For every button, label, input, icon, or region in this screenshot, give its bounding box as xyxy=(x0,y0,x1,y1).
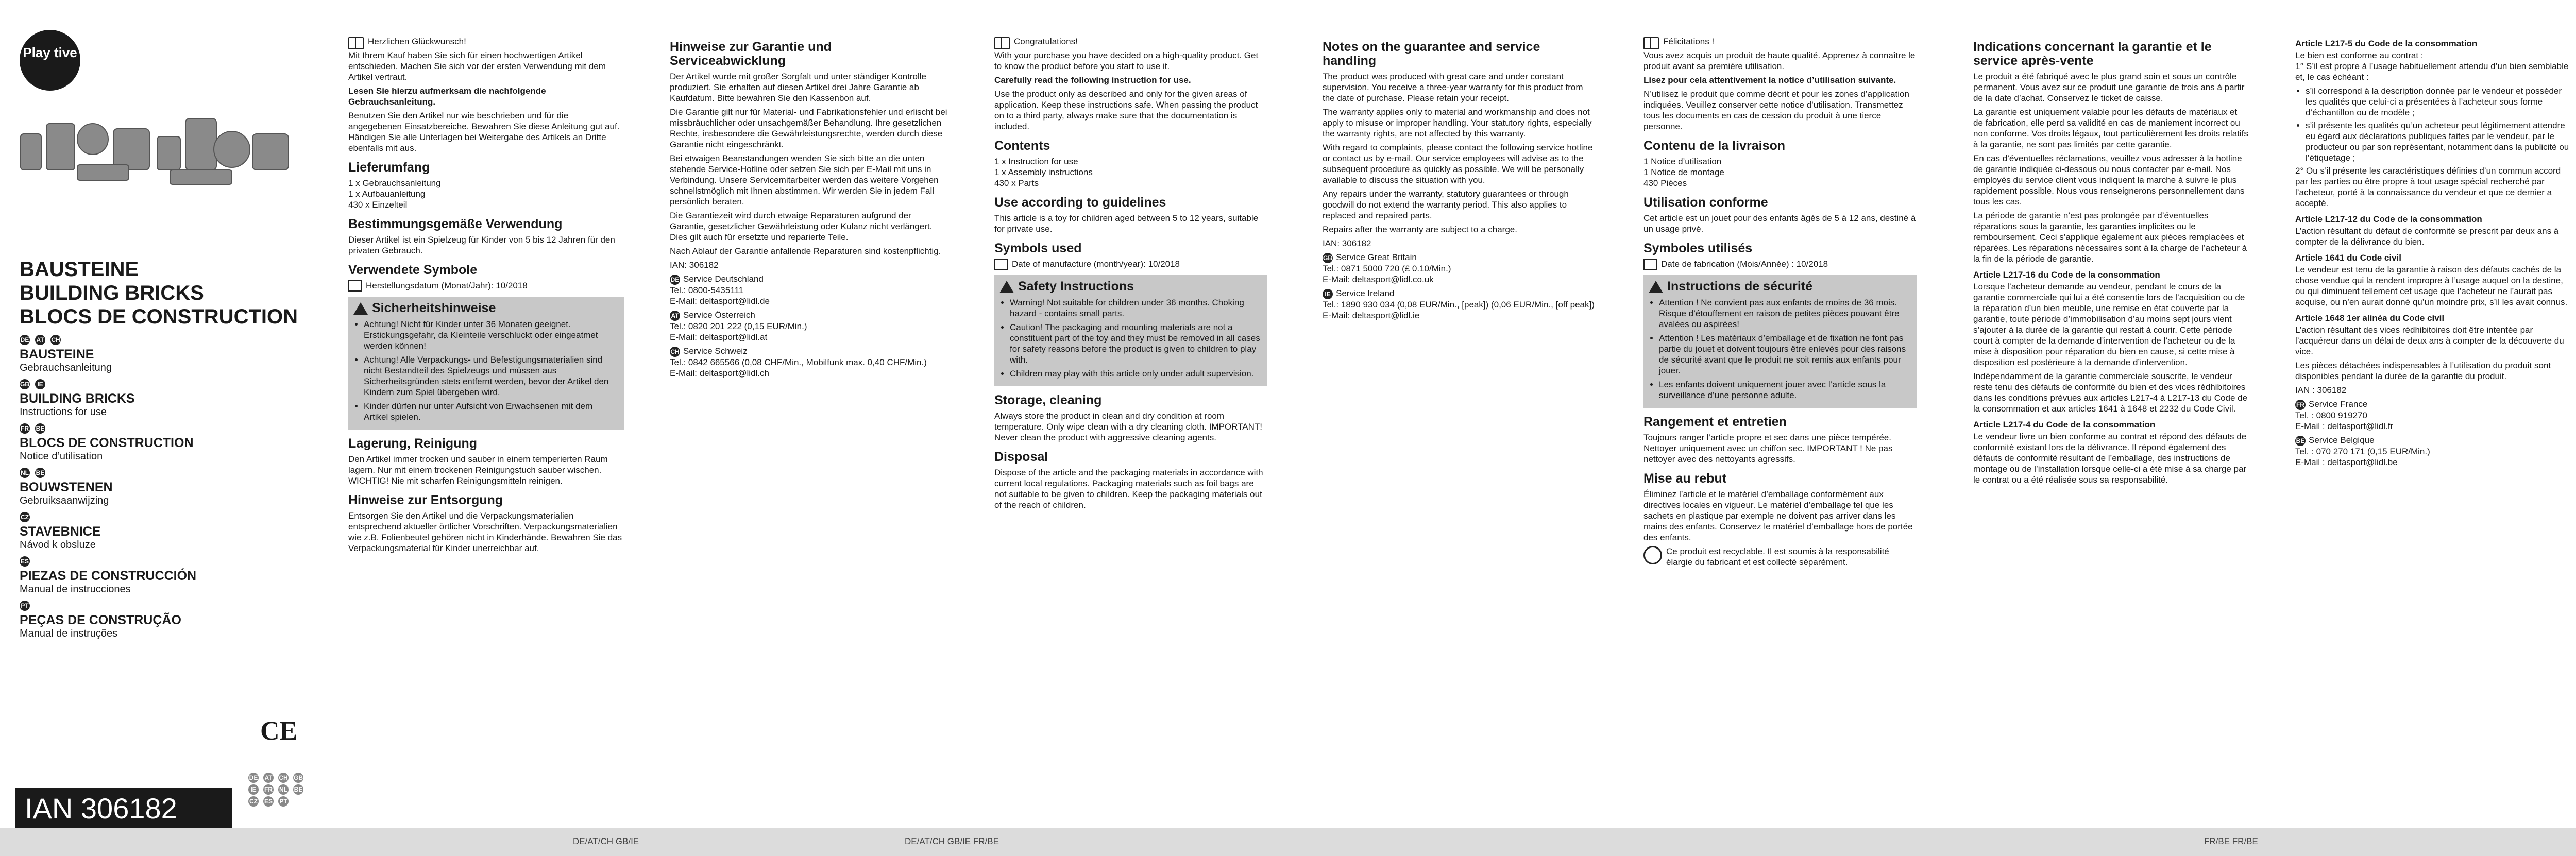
language-subtitle: Notice d’utilisation xyxy=(20,451,103,462)
de-scope-title: Lieferumfang xyxy=(348,160,430,175)
service-name: Service Ireland xyxy=(1336,288,1395,298)
fr-article-title: Article L217-5 du Code de la consommation xyxy=(2295,39,2478,48)
language-title: PEÇAS DE CONSTRUÇÃO xyxy=(20,613,181,627)
fr-article-text: L’action résultant du défaut de conformité se prescrit par deux ans à compter de la délivrance du bien. xyxy=(2295,226,2559,247)
language-subtitle: Manual de instruções xyxy=(20,628,118,639)
gb-intro-text: With your purchase you have decided on a high-quality product. Get to know the product before you start to use it. xyxy=(994,50,1259,71)
country-badge: GB xyxy=(20,379,30,389)
gb-contents-item: 1 x Assembly instructions xyxy=(994,167,1093,177)
de-warranty-text: Die Garantiezeit wird durch etwaige Reparaturen aufgrund der Garantie, gesetzlicher Gewährleistung oder Kulanz nicht verlängert. Dies gilt auch für ersetzte und reparierte Teile. xyxy=(670,211,933,242)
fr-contents-item: 1 Notice de montage xyxy=(1643,167,1724,177)
de-storage-text: Den Artikel immer trocken und sauber in einem temperierten Raum lagern. Nur mit einem trockenen Reinigungstuch sauber wischen. WICHTIG! Nie mit scharfen Reinigungsmitteln reinigen. xyxy=(348,454,608,486)
language-entry xyxy=(20,601,226,640)
factory-icon xyxy=(348,280,362,292)
language-subtitle: Gebrauchsanleitung xyxy=(20,362,112,373)
de-warranty-text: Der Artikel wurde mit großer Sorgfalt und unter ständiger Kontrolle produziert. Sie erhalten auf diesen Artikel drei Jahre Garantie ab Kaufdatum. Bitte bewahren Sie den Kassenbon auf. xyxy=(670,72,926,103)
fr-article-text: L’action résultant des vices rédhibitoires doit être intentée par l’acquéreur dans un délai de deux ans à compter de la découverte du vice. xyxy=(2295,325,2564,356)
gb-symbol-date: Date of manufacture (month/year): 10/2018 xyxy=(1012,259,1180,269)
gb-safety-item: • Caution! The packaging and mounting materials are not a constituent part of the toy and they must be removed in all cases for safety reasons before the product is given to children to play with. xyxy=(1010,322,1262,365)
service-tel: Tel.: 0800-5435111 xyxy=(670,285,744,295)
language-subtitle: Návod k obsluze xyxy=(20,539,96,551)
language-subtitle: Manual de instrucciones xyxy=(20,584,131,595)
country-badge: BE xyxy=(293,784,303,795)
fr-article-bullet: • s’il présente les qualités qu’un acheteur peut légitimement attendre eu égard aux déclarations publiques faites par le vendeur, par le producteur ou par son représentant, notamment dans la publicité ou l’étiquetage ; xyxy=(2306,120,2571,163)
warning-icon xyxy=(1649,281,1663,293)
country-badge: ES xyxy=(20,556,30,567)
gb-service-entry xyxy=(1323,252,1596,285)
country-badge: IE xyxy=(248,784,259,795)
de-scope-item: 1 x Aufbauanleitung xyxy=(348,189,426,199)
gb-contents-item: 1 x Instruction for use xyxy=(994,157,1078,166)
country-badge: PT xyxy=(278,796,289,807)
factory-icon xyxy=(1643,259,1657,270)
language-entry xyxy=(20,379,226,418)
playtive-logo xyxy=(20,30,80,91)
fr-intro-bold: Lisez pour cela attentivement la notice d’utilisation suivante. xyxy=(1643,75,1896,85)
cover-title xyxy=(20,258,298,329)
fr-ian: IAN : 306182 xyxy=(2295,385,2347,395)
brand-text: Play tive xyxy=(23,45,77,60)
country-badge: BE xyxy=(35,423,45,434)
de-warranty-text: Bei etwaigen Beanstandungen wenden Sie sich bitte an die unten stehende Service-Hotline oder setzen Sie sich per E-Mail mit uns in Verbindung. Unsere Servicemitarbeiter werden das weitere Vorgehen schnellstmöglich mit Ihnen abstimmen. Wir werden Sie in jedem Fall persönlich beraten. xyxy=(670,153,939,207)
service-mail: E-Mail: deltasport@lidl.at xyxy=(670,332,768,342)
footer-gb: DE/AT/CH GB/IE FR/BE xyxy=(905,836,999,846)
de-intro-text-2: Benutzen Sie den Artikel nur wie beschrieben und für die angegebenen Einsatzbereiche. Bewahren Sie diese Anleitung gut auf. Händigen Sie alle Unterlagen bei Weitergabe des Artikels an Dritte ebenfalls mit aus. xyxy=(348,111,620,153)
service-name: Service Belgique xyxy=(2309,435,2375,445)
language-entry xyxy=(20,423,226,463)
gb-symbol-row xyxy=(994,259,1267,270)
fr-column-3 xyxy=(2295,36,2571,824)
ian-box xyxy=(15,788,232,829)
de-safety-item: • Kinder dürfen nur unter Aufsicht von Erwachsenen mit dem Artikel spielen. xyxy=(364,401,619,422)
de-safety-item: • Achtung! Nicht für Kinder unter 36 Monaten geeignet. Erstickungsgefahr, da Kleinteile verschluckt oder eingeatmet werden können! xyxy=(364,319,619,351)
fr-recycle-row xyxy=(1643,546,1917,571)
country-badge: DE xyxy=(20,335,30,345)
fr-contents-item: 1 Notice d’utilisation xyxy=(1643,157,1722,166)
language-title: BOUWSTENEN xyxy=(20,480,113,494)
ian-number: IAN 306182 xyxy=(25,792,177,825)
fr-article-bullet: • s’il correspond à la description donnée par le vendeur et posséder les qualités que celui-ci a présentées à l’acheteur sous forme d’échantillon ou de modèle ; xyxy=(2306,85,2571,118)
gb-warranty-text: With regard to complaints, please contact the following service hotline or contact us by e-mail. Our service employees will advise as to the subsequent procedure as quickly as possible. We will be personally available to discuss the situation with you. xyxy=(1323,143,1593,185)
gb-warranty-text: The product was produced with great care and under constant supervision. You receive a three-year warranty for this product from the date of purchase. Please retain your receipt. xyxy=(1323,72,1583,103)
language-entry xyxy=(20,335,226,374)
country-badge: NL xyxy=(278,784,289,795)
language-title: BAUSTEINE xyxy=(20,347,94,362)
footer-bar xyxy=(0,828,2576,856)
fr-use-text: Cet article est un jouet pour des enfants âgés de 5 à 12 ans, destiné à un usage privé. xyxy=(1643,213,1916,234)
product-image xyxy=(15,103,294,191)
de-scope-item: 1 x Gebrauchsanleitung xyxy=(348,178,441,188)
country-badge: DE xyxy=(670,275,680,285)
cover-panel xyxy=(0,0,319,856)
gb-safety-item: • Warning! Not suitable for children under 36 months. Choking hazard - contains small parts. xyxy=(1010,297,1262,319)
fr-safety-box xyxy=(1643,275,1917,408)
de-column-1 xyxy=(348,36,624,824)
country-badge: BE xyxy=(2295,436,2306,446)
country-badge: CH xyxy=(278,773,289,783)
gb-warranty-text: Repairs after the warranty are subject to a charge. xyxy=(1323,225,1517,234)
country-badge: NL xyxy=(20,468,30,478)
fr-article-title: Article 1641 du Code civil xyxy=(2295,253,2401,263)
gb-use-text: This article is a toy for children aged between 5 to 12 years, suitable for private use. xyxy=(994,213,1259,234)
country-badge: IE xyxy=(1323,289,1333,299)
service-name: Service Schweiz xyxy=(683,346,748,356)
fr-column-2 xyxy=(1973,36,2249,824)
country-badge: FR xyxy=(263,784,274,795)
language-subtitle: Instructions for use xyxy=(20,406,107,418)
gb-intro-heading xyxy=(994,36,1267,50)
fr-warranty-title: Indications concernant la garantie et le service après-vente xyxy=(1973,40,2212,68)
service-mail: E-Mail : deltasport@lidl.fr xyxy=(2295,421,2394,431)
de-safety-item: • Achtung! Alle Verpackungs- und Befestigungsmaterialien sind nicht Bestandteil des Spielzeugs und müssen aus Sicherheitsgründen stets entfernt werden, bevor der Artikel den Kindern zum Spiel übergeben wird. xyxy=(364,354,619,398)
service-mail: E-Mail: deltasport@lidl.ie xyxy=(1323,311,1420,320)
language-title: STAVEBNICE xyxy=(20,524,101,539)
country-badge: PT xyxy=(20,601,30,611)
fr-article-text: Les pièces détachées indispensables à l’utilisation du produit sont disponibles pendant la durée de la garantie du produit. xyxy=(2295,361,2551,381)
de-intro-title: Herzlichen Glückwunsch! xyxy=(368,37,466,46)
gb-intro-bold: Carefully read the following instruction for use. xyxy=(994,75,1191,85)
fr-intro-title: Félicitations ! xyxy=(1663,37,1715,46)
country-badge: AT xyxy=(35,335,45,345)
de-disposal-title: Hinweise zur Entsorgung xyxy=(348,493,503,507)
fr-intro-text-2: N’utilisez le produit que comme décrit et pour les zones d’application indiquées. Veuillez conserver cette notice d’utilisation. Transmettez tous les documents en cas de cession du produit à une tierce personne. xyxy=(1643,89,1909,131)
fr-storage-title: Rangement et entretien xyxy=(1643,415,1787,429)
gb-warranty-text: Any repairs under the warranty, statutory guarantees or through goodwill do not extend the warranty period. This also applies to replaced and repaired parts. xyxy=(1323,189,1569,220)
de-symbols-title: Verwendete Symbole xyxy=(348,263,478,277)
gb-intro-text-2: Use the product only as described and only for the given areas of application. Keep these instructions safe. When passing the product on to a third party, always make sure that the documentation is included. xyxy=(994,89,1258,131)
de-service-entry xyxy=(670,346,948,379)
gb-contents-item: 430 x Parts xyxy=(994,178,1039,188)
de-service-entry xyxy=(670,310,948,343)
cover-title-line-2: BUILDING BRICKS xyxy=(20,282,204,304)
fr-safety-item: • Attention ! Ne convient pas aux enfants de moins de 36 mois. Risque d’étouffement en raison de petites pièces pouvant être avalées ou aspirées! xyxy=(1659,297,1911,330)
gb-safety-item: • Children may play with this article only under adult supervision. xyxy=(1010,368,1262,379)
de-intro-bold: Lesen Sie hierzu aufmerksam die nachfolgende Gebrauchsanleitung. xyxy=(348,86,546,107)
service-tel: Tel. : 070 270 171 (0,15 EUR/Min.) xyxy=(2295,447,2430,456)
gb-safety-box xyxy=(994,275,1267,386)
de-scope-item: 430 x Einzelteil xyxy=(348,200,408,210)
country-badge: CH xyxy=(670,347,680,357)
de-intro-heading xyxy=(348,36,624,50)
language-subtitle: Gebruiksaanwijzing xyxy=(20,495,109,506)
warning-icon xyxy=(353,302,368,315)
book-icon xyxy=(994,37,1010,49)
recycle-icon xyxy=(1643,546,1662,564)
language-title: BUILDING BRICKS xyxy=(20,391,135,406)
fr-article-title: Article L217-12 du Code de la consommation xyxy=(2295,214,2482,224)
fr-symbol-date: Date de fabrication (Mois/Année) : 10/2018 xyxy=(1661,259,1828,269)
fr-article-text: Le vendeur est tenu de la garantie à raison des défauts cachés de la chose vendue qui la rendent impropre à l’usage auquel on la destine, ou qui diminuent tellement cet usage que l’acheteur ne l’aurait pas acquise, ou n’en aurait donné qu’un moindre prix, s’il les avait connus. xyxy=(2295,265,2568,307)
service-mail: E-Mail : deltasport@lidl.be xyxy=(2295,457,2398,467)
language-title: BLOCS DE CONSTRUCTION xyxy=(20,436,194,450)
de-use-title: Bestimmungsgemäße Verwendung xyxy=(348,217,563,231)
de-column-2 xyxy=(670,36,948,824)
fr-storage-text: Toujours ranger l’article propre et sec dans une pièce tempérée. Nettoyer uniquement avec un chiffon sec. IMPORTANT ! Ne pas nettoyer avec des nettoyants agressifs. xyxy=(1643,433,1893,464)
country-badge: CZ xyxy=(248,796,259,807)
gb-storage-text: Always store the product in clean and dry condition at room temperature. Only wipe clean with a dry cleaning cloth. IMPORTANT! Never clean the product with aggressive cleaning agents. xyxy=(994,411,1262,442)
service-tel: Tel.: 1890 930 034 (0,08 EUR/Min., [peak]) (0,06 EUR/Min., [off peak]) xyxy=(1323,300,1595,310)
gb-disposal-text: Dispose of the article and the packaging materials in accordance with current local regulations. Packaging materials such as foil bags are not suitable to be given to children. Keep the packaging materials out of the reach of children. xyxy=(994,468,1263,510)
country-badge: FR xyxy=(20,423,30,434)
fr-warranty-text: En cas d’éventuelles réclamations, veuillez vous adresser à la hotline de garantie indiquée ci-dessous ou nous contacter par e-mail. Nos employés du service client vous indiquent la marche à suivre le plus rapidement possible. Nous vous renseignerons personnellement dans tous les cas. xyxy=(1973,153,2245,207)
fr-symbol-row xyxy=(1643,259,1917,270)
de-safety-box xyxy=(348,297,624,430)
fr-article-text: Le vendeur livre un bien conforme au contrat et répond des défauts de conformité existant lors de la délivrance. Il répond également des défauts de conformité résultant de l’emballage, des instructions de montage ou de l’installation lorsque celle-ci a été mise à sa charge par le contrat ou a été réalisée sous sa responsabilité. xyxy=(1973,432,2247,485)
country-grid xyxy=(248,773,310,807)
gb-ian: IAN: 306182 xyxy=(1323,238,1371,248)
country-badge: ES xyxy=(263,796,274,807)
country-badge: AT xyxy=(263,773,274,783)
gb-warranty-title: Notes on the guarantee and service handling xyxy=(1323,40,1540,68)
country-badge: CH xyxy=(50,335,61,345)
warning-icon xyxy=(999,281,1014,293)
de-safety-title: Sicherheitshinweise xyxy=(372,301,496,315)
fr-article-text: Indépendamment de la garantie commerciale souscrite, le vendeur reste tenu des défauts de conformité du bien et des vices rédhibitoires dans les conditions prévues aux articles L217-4 à L217-13 du Code de la consommation et aux articles 1641 à 1648 et 2232 du Code Civil. xyxy=(1973,371,2248,414)
book-icon xyxy=(1643,37,1659,49)
language-entry xyxy=(20,468,226,507)
fr-recycle-text: Ce produit est recyclable. Il est soumis à la responsabilité élargie du fabricant et est collecté séparément. xyxy=(1666,546,1889,567)
country-badge: CZ xyxy=(20,512,30,522)
fr-article-text: Lorsque l’acheteur demande au vendeur, pendant le cours de la garantie commerciale qui lui a été consentie lors de l’acquisition ou de la réparation d’un bien meuble, une remise en état couverte par la garantie, toute période d’immobilisation d’au moins sept jours vient s’ajouter à la durée de la garantie qui restait à courir. Cette période court à compter de la demande d’intervention de l’acheteur ou de la mise à disposition pour réparation du bien en cause, si cette mise à disposition est postérieure à la demande d’intervention. xyxy=(1973,282,2245,367)
country-badge: GB xyxy=(293,773,303,783)
fr-safety-title: Instructions de sécurité xyxy=(1667,279,1813,294)
language-title: PIEZAS DE CONSTRUCCIÓN xyxy=(20,569,197,583)
de-storage-title: Lagerung, Reinigung xyxy=(348,436,477,451)
gb-disposal-title: Disposal xyxy=(994,450,1048,464)
fr-article-text: Le bien est conforme au contrat : xyxy=(2295,50,2424,60)
country-badge: FR xyxy=(2295,400,2306,410)
gb-symbols-title: Symbols used xyxy=(994,241,1082,255)
fr-safety-item: • Les enfants doivent uniquement jouer avec l’article sous la surveillance d’une personne adulte. xyxy=(1659,379,1911,401)
service-name: Service Österreich xyxy=(683,310,755,320)
service-name: Service Great Britain xyxy=(1336,252,1417,262)
service-name: Service France xyxy=(2309,399,2368,409)
language-entry xyxy=(20,512,226,551)
fr-article-text: 2° Ou s’il présente les caractéristiques définies d’un commun accord par les parties ou être propre à tout usage spécial recherché par l’acheteur, porté à la connaissance du vendeur et que ce dernier a accepté. xyxy=(2295,166,2561,208)
de-symbol-date: Herstellungsdatum (Monat/Jahr): 10/2018 xyxy=(366,281,528,290)
cover-title-line-1: BAUSTEINE xyxy=(20,258,139,281)
fr-service-entry xyxy=(2295,435,2571,468)
fr-disposal-title: Mise au rebut xyxy=(1643,471,1727,486)
gb-safety-title: Safety Instructions xyxy=(1018,279,1134,294)
service-tel: Tel. : 0800 919270 xyxy=(2295,410,2367,420)
fr-intro-heading xyxy=(1643,36,1917,50)
service-mail: E-Mail: deltasport@lidl.de xyxy=(670,296,770,306)
de-warranty-title: Hinweise zur Garantie und Serviceabwicklung xyxy=(670,40,832,68)
gb-warranty-text: The warranty applies only to material and workmanship and does not apply to misuse or improper handling. Your statutory rights, especially the warranty rights, are not affected by this warranty. xyxy=(1323,107,1592,139)
de-ian: IAN: 306182 xyxy=(670,260,719,270)
cover-title-line-3: BLOCS DE CONSTRUCTION xyxy=(20,305,298,328)
service-mail: E-Mail: deltasport@lidl.co.uk xyxy=(1323,275,1434,284)
footer-fr: FR/BE FR/BE xyxy=(2204,836,2258,846)
gb-column-2 xyxy=(1323,36,1596,824)
fr-article-text: 1° S’il est propre à l’usage habituellement attendu d’un bien semblable et, le cas échéant : xyxy=(2295,61,2569,82)
gb-use-title: Use according to guidelines xyxy=(994,195,1166,210)
fr-service-entry xyxy=(2295,399,2571,432)
fr-symbols-title: Symboles utilisés xyxy=(1643,241,1753,255)
de-disposal-text: Entsorgen Sie den Artikel und die Verpackungsmaterialien entsprechend aktueller örtlicher Vorschriften. Verpackungsmaterialien wie z.B. Folienbeutel gehören nicht in Kinderhände. Bewahren Sie das Verpackungsmaterial für Kinder unerreichbar auf. xyxy=(348,511,622,553)
country-badge: AT xyxy=(670,311,680,321)
fr-column-1 xyxy=(1643,36,1917,824)
country-badge: GB xyxy=(1323,253,1333,263)
fr-warranty-text: La garantie est uniquement valable pour les défauts de matériaux et de fabrication, elle perd sa validité en cas de maniement incorrect ou non conforme. Vos droits légaux, tout particulièrement les droits relatifs à la garantie, ne sont pas limités par cette garantie. xyxy=(1973,107,2248,149)
service-tel: Tel.: 0871 5000 720 (£ 0.10/Min.) xyxy=(1323,264,1451,273)
factory-icon xyxy=(994,259,1008,270)
gb-contents-title: Contents xyxy=(994,139,1050,153)
fr-article-title: Article 1648 1er alinéa du Code civil xyxy=(2295,313,2445,323)
de-warranty-text: Nach Ablauf der Garantie anfallende Reparaturen sind kostenpflichtig. xyxy=(670,246,941,256)
country-badge: BE xyxy=(35,468,45,478)
fr-warranty-text: Le produit a été fabriqué avec le plus grand soin et sous un contrôle permanent. Vous avez sur ce produit une garantie de trois ans à partir de la date d’achat. Conservez le ticket de caisse. xyxy=(1973,72,2245,103)
de-service-entry xyxy=(670,273,948,306)
fr-article-title: Article L217-4 du Code de la consommation xyxy=(1973,420,2156,430)
fr-intro-text: Vous avez acquis un produit de haute qualité. Apprenez à connaître le produit avant sa première utilisation. xyxy=(1643,50,1916,71)
gb-column-1 xyxy=(994,36,1267,824)
fr-use-title: Utilisation conforme xyxy=(1643,195,1768,210)
language-entry xyxy=(20,556,226,595)
fr-article-title: Article L217-16 du Code de la consommation xyxy=(1973,270,2160,280)
de-intro-text: Mit Ihrem Kauf haben Sie sich für einen hochwertigen Artikel entschieden. Machen Sie sich vor der ersten Verwendung mit dem Artikel vertraut. xyxy=(348,50,606,82)
ce-mark: CE xyxy=(260,716,298,746)
de-symbol-row xyxy=(348,280,624,292)
de-warranty-text: Die Garantie gilt nur für Material- und Fabrikationsfehler und erlischt bei missbräuchlicher oder unsachgemäßer Behandlung. Ihre gesetzlichen Rechte, insbesondere die Gewährleistungsrechte, werden durch diese Garantie nicht eingeschränkt. xyxy=(670,107,947,149)
fr-warranty-text: La période de garantie n’est pas prolongée par d’éventuelles réparations sous la garantie, les garanties implicites ou le remboursement. Ceci s’applique également aux pièces remplacées et réparées. Les réparations nécessaires sont à la charge de l’acheteur à la fin de la période de garantie. xyxy=(1973,211,2247,264)
de-use-text: Dieser Artikel ist ein Spielzeug für Kinder von 5 bis 12 Jahren für den privaten Gebrauch. xyxy=(348,235,615,255)
fr-contents-title: Contenu de la livraison xyxy=(1643,139,1786,153)
language-list xyxy=(20,330,226,640)
book-icon xyxy=(348,37,364,49)
gb-service-entry xyxy=(1323,288,1596,321)
country-badge: IE xyxy=(35,379,45,389)
fr-disposal-text: Éliminez l’article et le matériel d’emballage conformément aux directives locales en vigueur. Le matériel d’emballage tel que les sachets en plastique par exemple ne doivent pas arriver dans les mains des enfants. Conservez le matériel d’emballage hors de portée des enfants. xyxy=(1643,489,1913,542)
country-badge: DE xyxy=(248,773,259,783)
fr-contents-item: 430 Pièces xyxy=(1643,178,1687,188)
gb-intro-title: Congratulations! xyxy=(1014,37,1078,46)
fr-safety-item: • Attention ! Les matériaux d’emballage et de fixation ne font pas partie du jouet et doivent toujours être enlevés pour des raisons de sécurité avant que le produit ne soit remis aux enfants pour jouer. xyxy=(1659,333,1911,376)
service-mail: E-Mail: deltasport@lidl.ch xyxy=(670,368,769,378)
service-name: Service Deutschland xyxy=(683,274,764,284)
gb-storage-title: Storage, cleaning xyxy=(994,393,1102,407)
service-tel: Tel.: 0820 201 222 (0,15 EUR/Min.) xyxy=(670,321,807,331)
footer-de: DE/AT/CH GB/IE xyxy=(573,836,639,846)
service-tel: Tel.: 0842 665566 (0,08 CHF/Min., Mobilfunk max. 0,40 CHF/Min.) xyxy=(670,357,927,367)
